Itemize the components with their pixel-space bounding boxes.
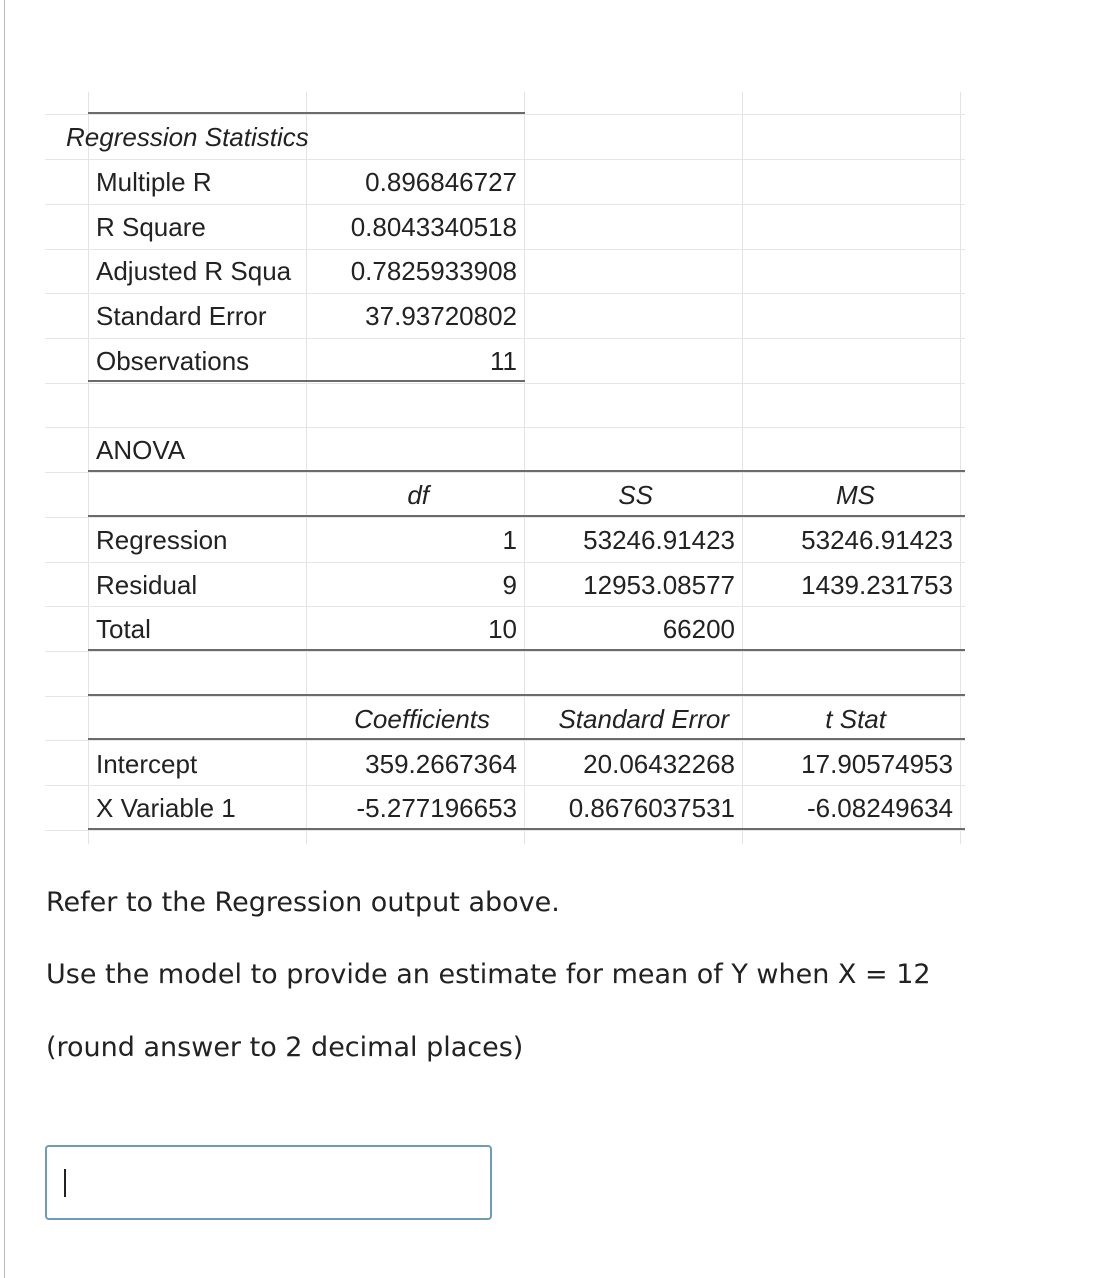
table-border bbox=[88, 694, 965, 696]
question-line-2: Use the model to provide an estimate for mean of Y when X = 12 bbox=[46, 959, 931, 990]
coef-header-coefficients: Coefficients bbox=[354, 704, 490, 734]
regression-statistics-title: Regression Statistics bbox=[66, 122, 309, 152]
anova-header-ms: MS bbox=[836, 480, 875, 510]
coef-header-standard-error: Standard Error bbox=[558, 704, 729, 734]
coef-row-label: Intercept bbox=[96, 749, 198, 779]
stat-value: 0.8043340518 bbox=[350, 212, 517, 242]
grid-hline bbox=[45, 651, 965, 652]
anova-ms: 1439.231753 bbox=[801, 570, 953, 600]
anova-df: 9 bbox=[502, 570, 517, 600]
stat-label: Observations bbox=[96, 346, 250, 376]
coef-t-stat: -6.08249634 bbox=[806, 793, 953, 823]
stat-label: Standard Error bbox=[96, 301, 267, 331]
anova-row-label: Total bbox=[96, 614, 151, 644]
anova-title: ANOVA bbox=[96, 435, 186, 465]
coef-standard-error: 20.06432268 bbox=[583, 749, 735, 779]
regression-output-image bbox=[45, 92, 965, 844]
stat-label: Adjusted R Squa bbox=[96, 256, 292, 286]
text-caret bbox=[64, 1169, 66, 1197]
anova-ss: 53246.91423 bbox=[583, 525, 735, 555]
grid-hline bbox=[45, 830, 965, 831]
stat-value: 0.7825933908 bbox=[350, 256, 517, 286]
stat-label: R Square bbox=[96, 212, 206, 242]
grid-hline bbox=[45, 383, 965, 384]
anova-header-ss: SS bbox=[618, 480, 653, 510]
anova-df: 10 bbox=[488, 614, 517, 644]
question-line-1: Refer to the Regression output above. bbox=[46, 887, 560, 918]
coef-t-stat: 17.90574953 bbox=[801, 749, 953, 779]
answer-input[interactable] bbox=[45, 1145, 492, 1220]
anova-ms: 53246.91423 bbox=[801, 525, 953, 555]
coef-header-t-stat: t Stat bbox=[825, 704, 886, 734]
coef-standard-error: 0.8676037531 bbox=[568, 793, 735, 823]
anova-ss: 66200 bbox=[662, 614, 735, 644]
coef-row-label: X Variable 1 bbox=[96, 793, 236, 823]
coef-value: 359.2667364 bbox=[365, 749, 517, 779]
anova-row-label: Residual bbox=[96, 570, 198, 600]
table-border bbox=[88, 112, 525, 114]
coef-value: -5.277196653 bbox=[356, 793, 517, 823]
stat-value: 11 bbox=[490, 346, 517, 376]
anova-ms bbox=[745, 607, 953, 651]
anova-header-df: df bbox=[407, 480, 429, 510]
page-left-border bbox=[4, 0, 5, 1278]
stat-value: 0.896846727 bbox=[365, 167, 517, 197]
anova-row-label: Regression bbox=[96, 525, 228, 555]
anova-df: 1 bbox=[502, 525, 517, 555]
stat-label: Multiple R bbox=[96, 167, 212, 197]
question-line-3: (round answer to 2 decimal places) bbox=[46, 1032, 524, 1063]
stat-value: 37.93720802 bbox=[365, 301, 517, 331]
anova-ss: 12953.08577 bbox=[583, 570, 735, 600]
